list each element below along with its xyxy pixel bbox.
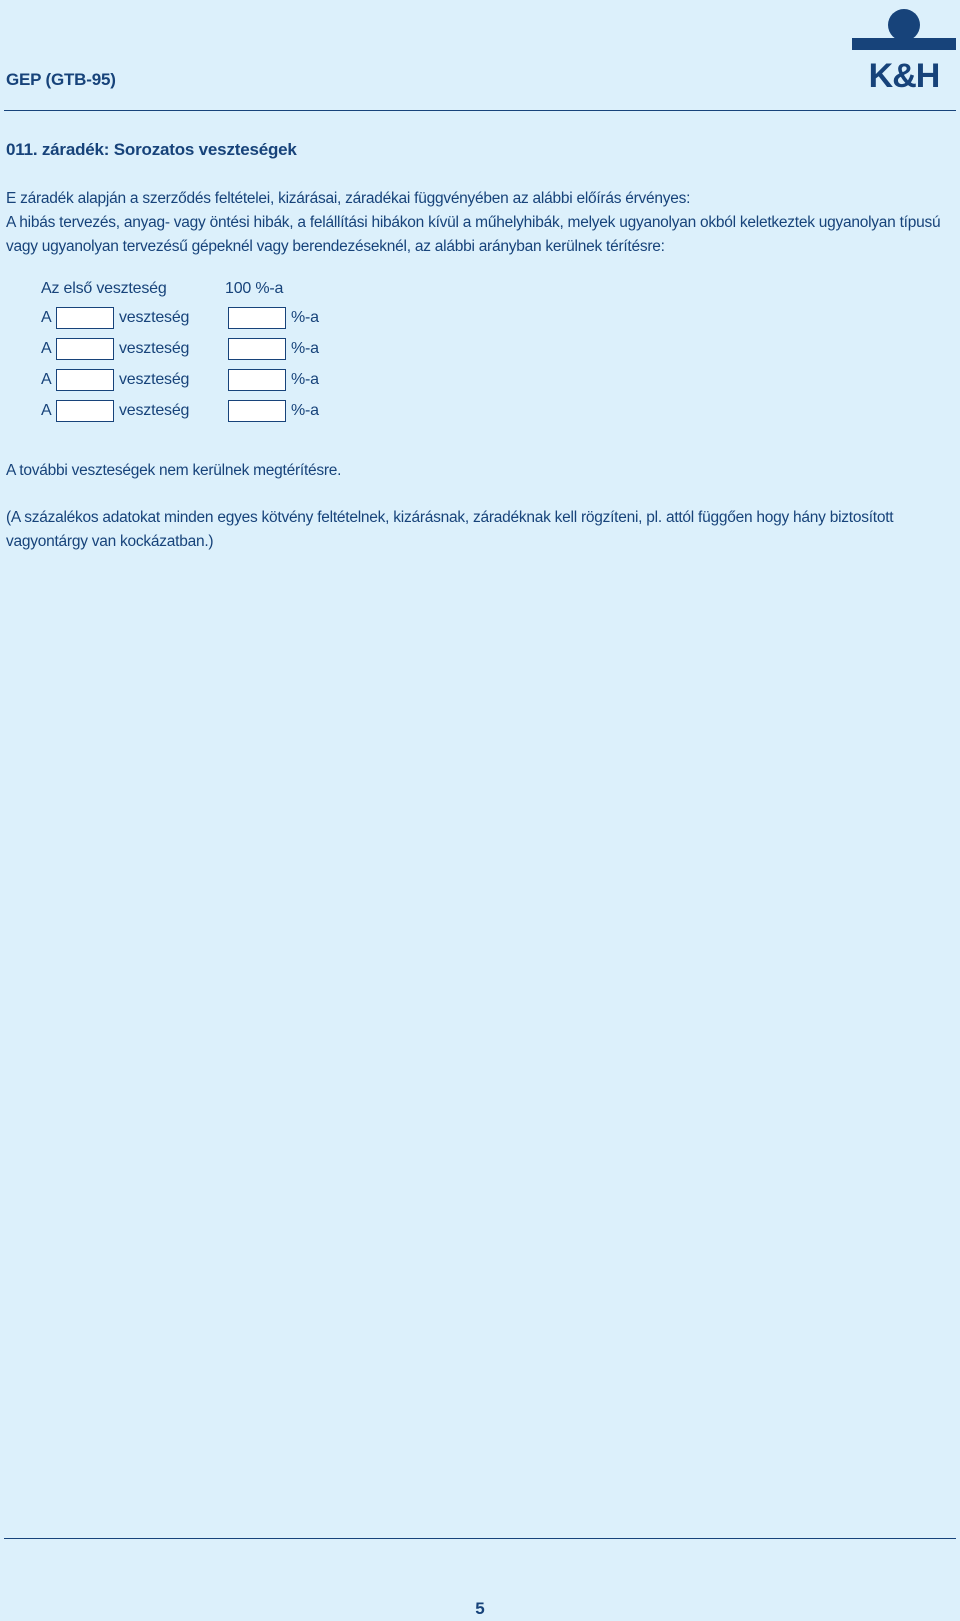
header-divider xyxy=(4,110,956,111)
document-code: GEP (GTB-95) xyxy=(6,70,116,89)
first-loss-value: 100 %-a xyxy=(225,280,284,297)
loss-row-suffix: %-a xyxy=(291,309,319,326)
loss-row-suffix: %-a xyxy=(291,371,319,388)
intro-line-1: E záradék alapján a szerződés feltételei, kizárásai, záradékai függvényében az alábbi előírás érvényes: xyxy=(6,190,691,207)
loss-ordinal-field[interactable] xyxy=(56,338,114,360)
percentage-note: (A százalékos adatokat minden egyes kötvény feltételnek, kizárásnak, záradéknak kell rögzíteni, pl. attól függően hogy hány biztosított vagyontárgy van kockázatban.) xyxy=(6,509,894,550)
loss-row-prefix: A xyxy=(41,309,52,326)
loss-row-suffix: %-a xyxy=(291,340,319,357)
intro-line-2: A hibás tervezés, anyag- vagy öntési hibák, a felállítási hibákon kívül a műhelyhibák, melyek ugyanolyan okból keletkeztek ugyanolyan típusú vagy ugyanolyan tervezésű gépeknél vagy berendezéseknél, az alábbi arányban kerülnek térítésre: xyxy=(6,214,941,255)
loss-percent-field[interactable] xyxy=(228,400,286,422)
loss-ordinal-field[interactable] xyxy=(56,400,114,422)
further-losses-text: A további veszteségek nem kerülnek megtérítésre. xyxy=(6,462,342,479)
loss-ordinal-field[interactable] xyxy=(56,369,114,391)
loss-percent-field[interactable] xyxy=(228,338,286,360)
loss-percent-field[interactable] xyxy=(228,307,286,329)
footer-divider xyxy=(4,1538,956,1539)
loss-row-word: veszteség xyxy=(119,371,190,388)
loss-row-prefix: A xyxy=(41,402,52,419)
first-loss-label: Az első veszteség xyxy=(41,280,167,297)
loss-row-word: veszteség xyxy=(119,340,190,357)
kh-logo-wordmark: K&H xyxy=(868,57,940,90)
loss-row-prefix: A xyxy=(41,371,52,388)
loss-row-word: veszteség xyxy=(119,402,190,419)
page-number: 5 xyxy=(475,1599,485,1618)
loss-row-suffix: %-a xyxy=(291,402,319,419)
kh-logo xyxy=(852,6,956,90)
loss-row-prefix: A xyxy=(41,340,52,357)
loss-row-word: veszteség xyxy=(119,309,190,326)
intro-paragraph xyxy=(6,187,956,259)
loss-ordinal-field[interactable] xyxy=(56,307,114,329)
loss-percent-field[interactable] xyxy=(228,369,286,391)
section-title: 011. záradék: Sorozatos veszteségek xyxy=(6,140,297,159)
